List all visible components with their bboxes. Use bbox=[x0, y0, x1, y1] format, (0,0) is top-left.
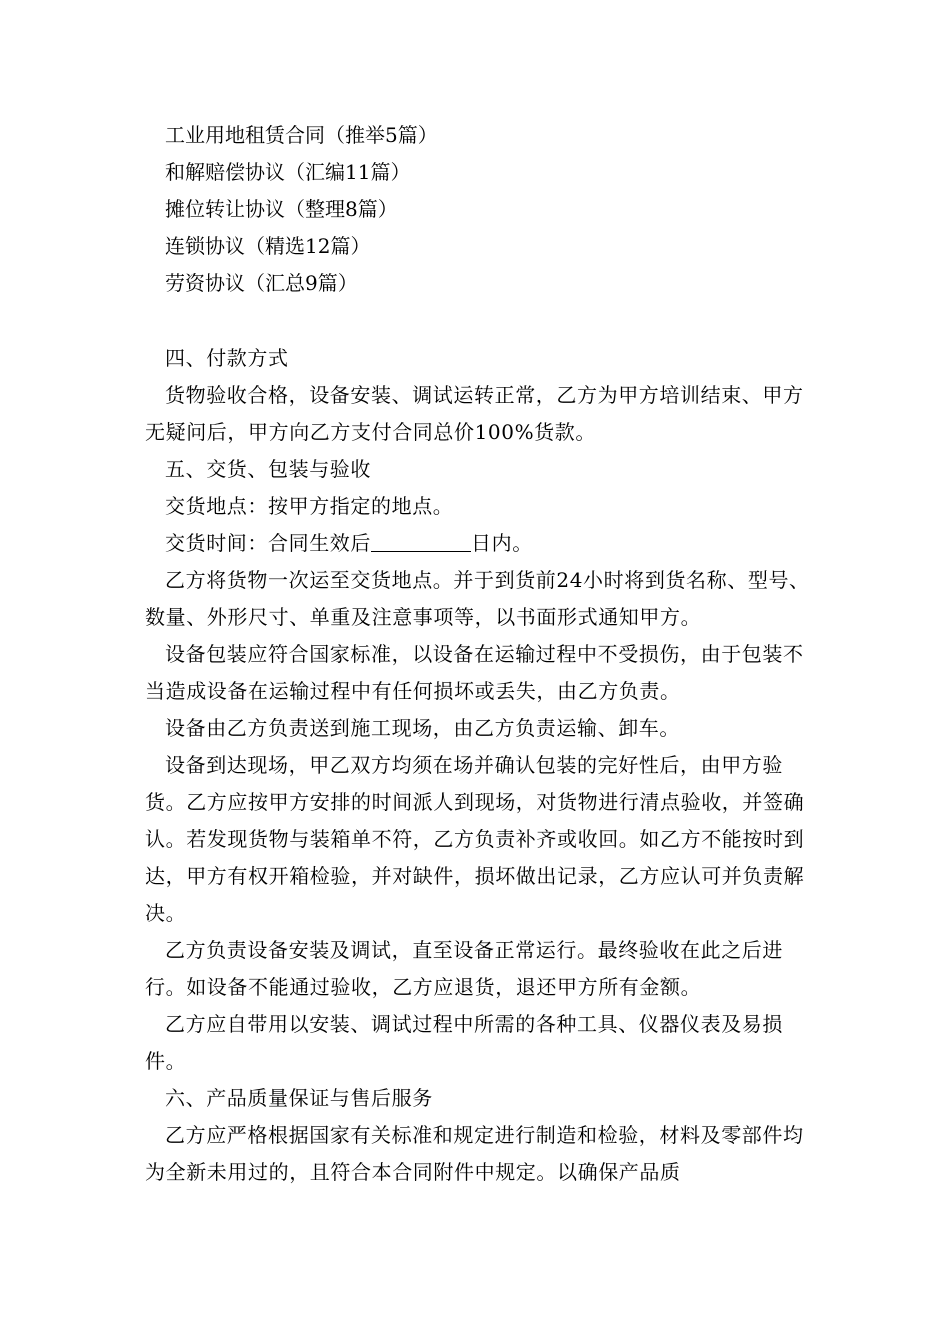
related-link-stall-transfer[interactable]: 摊位转让协议（整理8篇） bbox=[165, 197, 398, 221]
delivery-time-paragraph bbox=[145, 525, 810, 562]
delivery-location-paragraph: 交货地点：按甲方指定的地点。 bbox=[165, 494, 454, 518]
inspection-paragraph: 设备到达现场，甲乙双方均须在场并确认包装的完好性后，由甲方验货。乙方应按甲方安排的时间派人到现场，对货物进行清点验收，并签确认。若发现货物与装箱单不符，乙方负责补齐或收回。如乙方不能按时到达，甲方有权开箱检验，并对缺件，损坏做出记录，乙方应认可并负责解决。 bbox=[145, 753, 805, 925]
payment-paragraph: 货物验收合格，设备安装、调试运转正常，乙方为甲方培训结束、甲方无疑问后，甲方向乙方支付合同总价100%货款。 bbox=[145, 383, 804, 444]
related-link-labor-agreement[interactable]: 劳资协议（汇总9篇） bbox=[165, 271, 358, 295]
related-link-industrial-land-lease[interactable]: 工业用地租赁合同（推举5篇） bbox=[165, 123, 438, 147]
transport-paragraph: 设备由乙方负责送到施工现场，由乙方负责运输、卸车。 bbox=[165, 716, 680, 740]
related-link-chain-agreement[interactable]: 连锁协议（精选12篇） bbox=[165, 234, 371, 258]
section-heading-delivery: 五、交货、包装与验收 bbox=[165, 457, 371, 481]
installation-paragraph: 乙方负责设备安装及调试，直至设备正常运行。最终验收在此之后进行。如设备不能通过验收，乙方应退货，退还甲方所有金额。 bbox=[145, 938, 783, 999]
related-links-list bbox=[165, 117, 865, 302]
delivery-days-blank bbox=[371, 531, 471, 552]
tools-paragraph: 乙方应自带用以安装、调试过程中所需的各种工具、仪器仪表及易损件。 bbox=[145, 1012, 783, 1073]
quality-paragraph: 乙方应严格根据国家有关标准和规定进行制造和检验，材料及零部件均为全新未用过的，且符合本合同附件中规定。以确保产品质 bbox=[145, 1123, 804, 1184]
related-link-settlement-agreement[interactable]: 和解赔偿协议（汇编11篇） bbox=[165, 160, 411, 184]
delivery-notice-paragraph: 乙方将货物一次运至交货地点。并于到货前24小时将到货名称、型号、数量、外形尺寸、单重及注意事项等，以书面形式通知甲方。 bbox=[145, 568, 810, 629]
contract-body bbox=[145, 340, 810, 1191]
section-heading-payment: 四、付款方式 bbox=[165, 346, 289, 370]
delivery-time-suffix: 日内。 bbox=[471, 531, 533, 555]
packaging-paragraph: 设备包装应符合国家标准，以设备在运输过程中不受损伤，由于包装不当造成设备在运输过程中有任何损坏或丢失，由乙方负责。 bbox=[145, 642, 804, 703]
delivery-time-prefix: 交货时间：合同生效后 bbox=[165, 531, 371, 555]
section-heading-quality: 六、产品质量保证与售后服务 bbox=[165, 1086, 433, 1110]
